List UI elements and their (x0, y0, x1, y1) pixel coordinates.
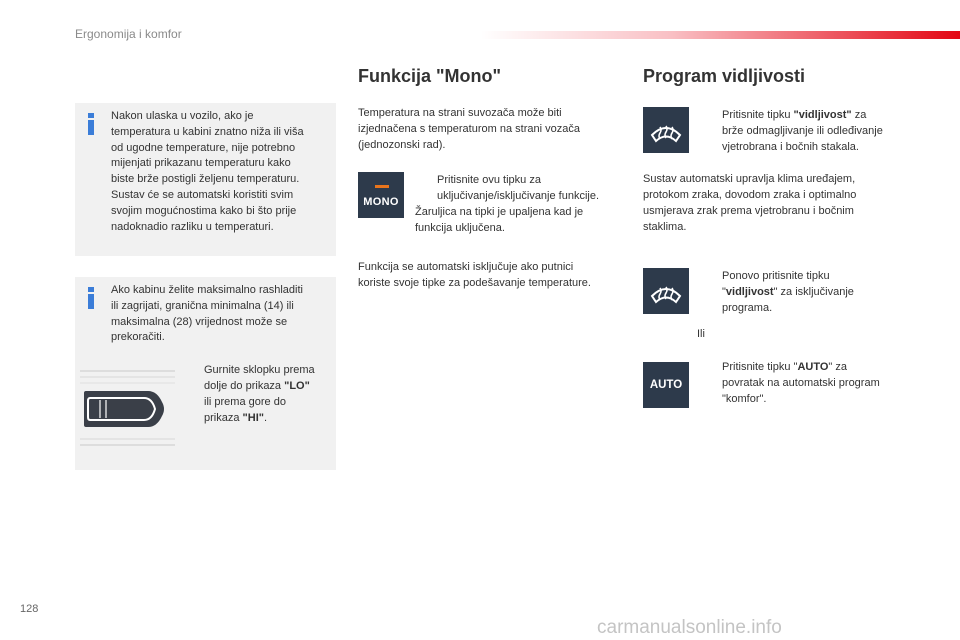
temperature-switch-icon (80, 365, 175, 448)
page-number: 128 (20, 603, 39, 615)
mono-intro: Temperatura na strani suvozača može biti izjednačena s temperaturom na strani vozača (jednozonski rad). (358, 107, 580, 151)
info-icon (88, 287, 94, 309)
knob-instruction: Gurnite sklopku prema dolje do prikaza "LO" ili prema gore do prikaza "HI". (204, 364, 315, 424)
visibility-step3: Pritisnite tipku "AUTO" za povratak na automatski program "komfor". (722, 361, 880, 405)
header-accent-bar (480, 31, 960, 39)
or-separator: Ili (697, 328, 705, 340)
visibility-step1: Pritisnite tipku "vidljivost" za brže odmagljivanje ili odleđivanje vjetrobrana i bočnih stakala. (722, 109, 883, 153)
note-limits-text: Ako kabinu želite maksimalno rashladiti ili zagrijati, granična minimalna (14) ili maksimalna (28) vrijednost može se prekoračiti. (111, 284, 303, 344)
section-title: Ergonomija i komfor (75, 27, 182, 41)
info-note-comfort (75, 103, 336, 256)
mono-instruction: Pritisnite ovu tipku za uključivanje/isključivanje funkcije. (437, 174, 600, 202)
windshield-defrost-icon (643, 107, 689, 153)
mono-lamp-text: Žaruljica na tipki je upaljena kad je funkcija uključena. (415, 206, 584, 234)
visibility-step2: Ponovo pritisnite tipku "vidljivost" za isključivanje programa. (722, 270, 854, 314)
note-comfort-text: Nakon ulaska u vozilo, ako je temperatura u kabini znatno niža ili viša od ugodne temperature, nije potrebno mijenjati prikazanu temperaturu kako biste brže postigli željenu temperaturu. Sustav će se automatski koristiti svim svojim mogućnostima kako bi što prije nadoknadio razliku u temperaturi. (111, 110, 304, 233)
temperature-knob-illustration (80, 365, 175, 448)
windshield-defrost-icon (643, 268, 689, 314)
info-icon (88, 113, 94, 135)
mono-heading: Funkcija "Mono" (358, 66, 502, 86)
watermark: carmanualsonline.info (597, 617, 782, 638)
visibility-system-text: Sustav automatski upravlja klima uređajem, protokom zraka, dovodom zraka i optimalno usmjerava zrak prema vjetrobranu i bočnim staklima. (643, 173, 857, 233)
mono-auto-off-text: Funkcija se automatski isključuje ako putnici koriste svoje tipke za podešavanje temperature. (358, 261, 591, 289)
visibility-heading: Program vidljivosti (643, 66, 806, 86)
mono-button-icon: MONO (358, 172, 404, 218)
auto-button-icon: AUTO (643, 362, 689, 408)
